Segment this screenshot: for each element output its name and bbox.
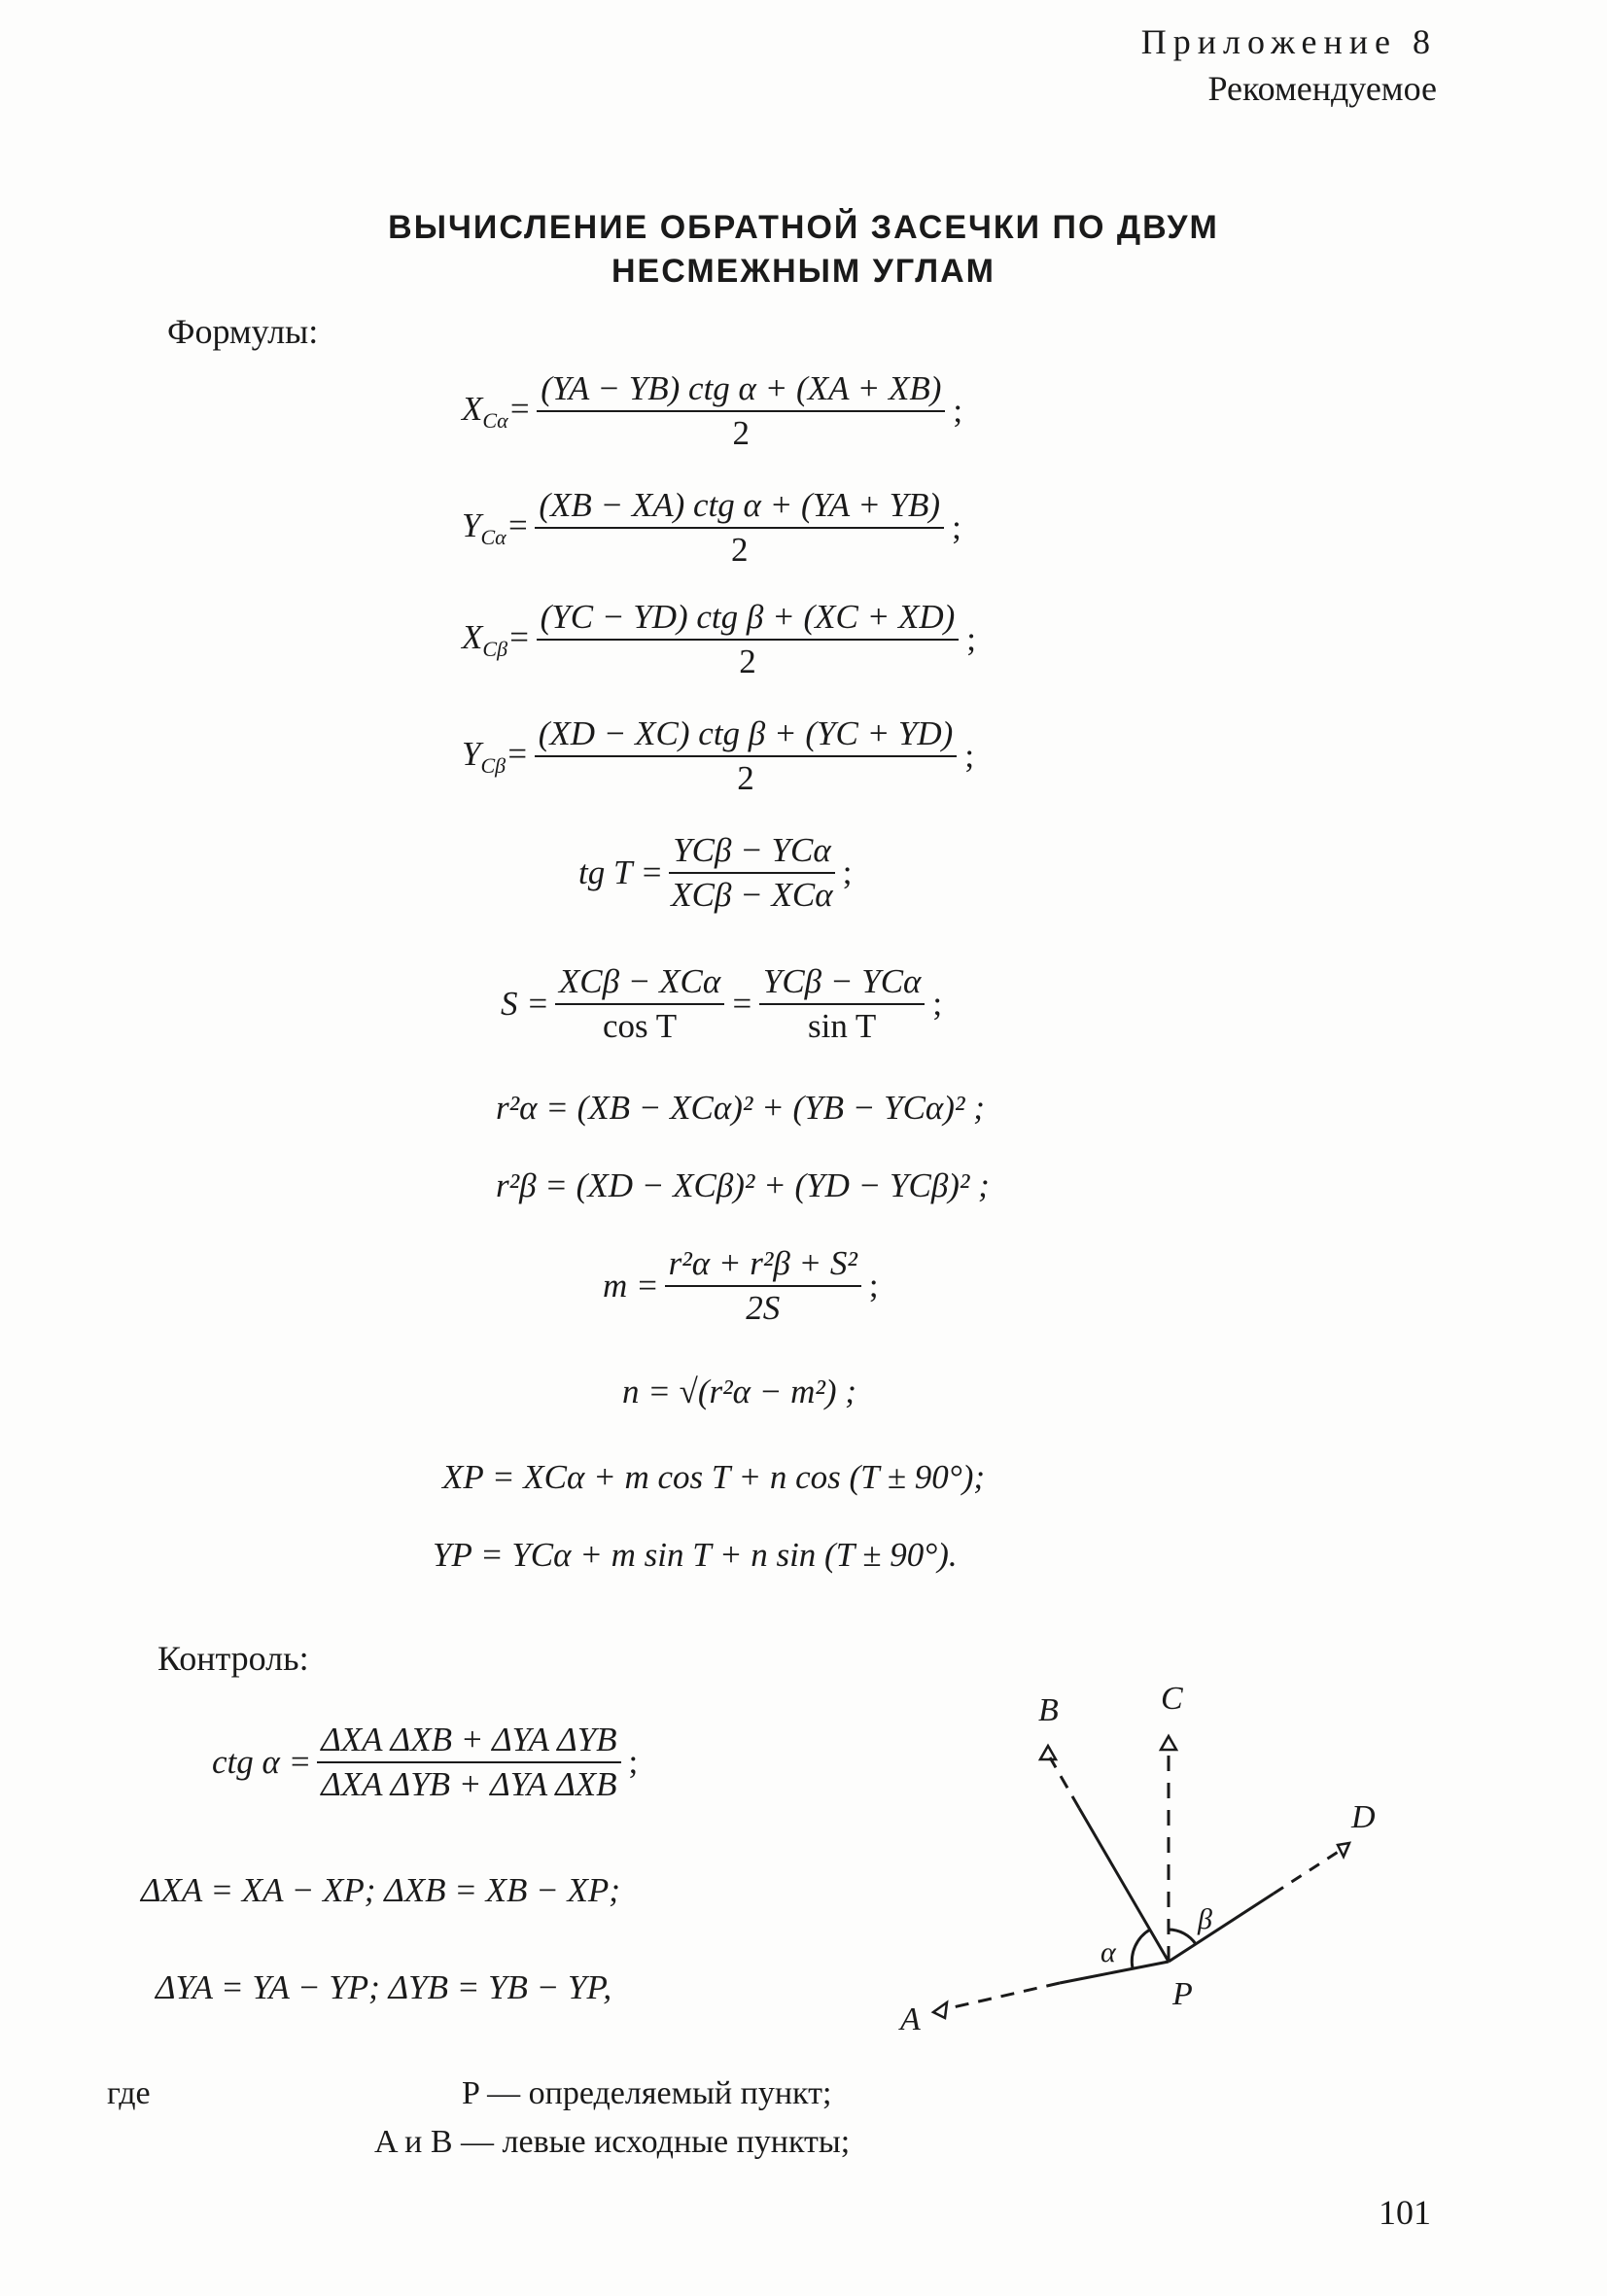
legend-line-1: P — определяемый пункт;	[462, 2075, 832, 2111]
formula-y-c-beta: $Y_{C\beta}=$ $\frac{\text{(XD − XC) ctg β + (YC + YD)}}{2}$ ;	[462, 714, 975, 797]
legend-where: где	[107, 2075, 151, 2111]
line-p-to-b-dashed	[1050, 1757, 1079, 1808]
label-b: B	[1038, 1692, 1059, 1728]
formula-y-p: YP = YCα + m sin T + n sin (T ± 90°).	[433, 1536, 958, 1574]
formula-r-beta: r²β = (XD − XCβ)² + (YD − YCβ)² ;	[496, 1166, 990, 1204]
line-p-to-b-solid	[1079, 1808, 1169, 1962]
line-p-to-a-dashed	[949, 1983, 1060, 2008]
page-number: 101	[1379, 2193, 1431, 2232]
formula-ctg-alpha: ctg α = $\frac{\text{ΔXA ΔXB + ΔYA ΔYB}}{\text{ΔXA ΔYB + ΔYA ΔXB}}$ ;	[212, 1721, 639, 1803]
formula-y-c-alpha-lhs: $Y_{C\alpha}=$	[462, 505, 530, 549]
formula-s-fraction-1: $\frac{\text{XCβ − XCα}}{\text{cos T}}$	[555, 962, 724, 1046]
label-beta: β	[1198, 1903, 1212, 1935]
formula-delta-y: ΔYA = YA − YP; ΔYB = YB − YP,	[156, 1968, 612, 2006]
formula-x-c-alpha-lhs: $X_{C\alpha}=$	[462, 389, 532, 433]
formula-s-fraction-2: $\frac{\text{YCβ − YCα}}{\text{sin T}}$	[759, 962, 926, 1046]
formula-y-c-alpha-fraction: $\frac{\text{(XB − XA) ctg α + (YA + YB)}}{2}$	[535, 486, 944, 570]
formula-ctg-alpha-fraction: $\frac{\text{ΔXA ΔXB + ΔYA ΔYB}}{\text{ΔXA ΔYB + ΔYA ΔXB}}$	[317, 1721, 620, 1804]
formula-tg-t: tg T = $\frac{\text{YCβ − YCα}}{\text{XCβ − XCα}}$ ;	[578, 831, 853, 914]
formula-x-c-beta: $X_{C\beta}=$ $\frac{\text{(YC − YD) ctg β + (XC + XD)}}{2}$ ;	[462, 598, 976, 680]
label-alpha: α	[1100, 1936, 1116, 1968]
formula-x-p: XP = XCα + m cos T + n cos (T ± 90°);	[442, 1458, 986, 1496]
formula-r-alpha: r²α = (XB − XCα)² + (YB − YCα)² ;	[496, 1089, 985, 1127]
formula-s: S = $\frac{\text{XCβ − XCα}}{\text{cos T}}$ = $\frac{\text{YCβ − YCα}}{\text{sin T}}$ ;	[501, 962, 943, 1045]
angle-arc-alpha	[1132, 1930, 1150, 1968]
formulas-label: Формулы:	[167, 312, 319, 351]
station-a-triangle	[933, 2002, 947, 2018]
formula-x-c-alpha: $X_{C\alpha}=$ $\frac{\text{(YA − YB) ctg α + (XA + XB)}}{2}$ ;	[462, 369, 963, 452]
label-c: C	[1161, 1681, 1183, 1717]
appendix-number: Приложение 8	[1140, 22, 1437, 61]
formula-x-c-beta-fraction: $\frac{\text{(YC − YD) ctg β + (XC + XD)}}{2}$	[537, 598, 960, 681]
formula-y-c-beta-fraction: $\frac{\text{(XD − XC) ctg β + (YC + YD)}}{2}$	[535, 714, 958, 798]
formula-n: n = √(r²α − m²) ;	[622, 1373, 856, 1410]
formula-delta-x: ΔXA = XA − XP; ΔXB = XB − XP;	[141, 1871, 620, 1909]
angle-arc-beta	[1169, 1930, 1196, 1944]
formula-y-c-alpha: $Y_{C\alpha}=$ $\frac{\text{(XB − XA) ctg α + (YA + YB)}}{2}$ ;	[462, 486, 961, 569]
diagram-labels	[898, 1681, 1376, 2037]
line-p-to-d-dashed	[1274, 1851, 1340, 1894]
formula-m: m = $\frac{\text{r²α + r²β + S²}}{2S}$ ;	[603, 1244, 879, 1327]
formula-m-fraction: $\frac{\text{r²α + r²β + S²}}{2S}$	[665, 1244, 861, 1328]
title-line-1: ВЫЧИСЛЕНИЕ ОБРАТНОЙ ЗАСЕЧКИ ПО ДВУМ	[388, 209, 1219, 246]
diagram-lines	[949, 1750, 1340, 2008]
station-d-triangle	[1338, 1843, 1349, 1857]
formula-tg-t-fraction: $\frac{\text{YCβ − YCα}}{\text{XCβ − XCα}}$	[669, 831, 835, 915]
diagram-station-markers	[933, 1736, 1349, 2018]
resection-diagram	[885, 1652, 1429, 2061]
appendix-status: Рекомендуемое	[1207, 69, 1437, 108]
title-line-2: НЕСМЕЖНЫМ УГЛАМ	[611, 253, 996, 290]
line-p-to-d-solid	[1169, 1894, 1274, 1962]
station-c-triangle	[1161, 1736, 1176, 1750]
label-a: A	[900, 2001, 921, 2037]
label-d: D	[1351, 1799, 1376, 1835]
legend-line-2: A и B — левые исходные пункты;	[374, 2124, 851, 2160]
station-b-triangle	[1040, 1746, 1056, 1759]
control-label: Контроль:	[157, 1639, 309, 1678]
formula-x-c-beta-lhs: $X_{C\beta}=$	[462, 617, 531, 661]
label-p: P	[1172, 1976, 1193, 2012]
formula-y-c-beta-lhs: $Y_{C\beta}=$	[462, 734, 529, 778]
formula-x-c-alpha-fraction: $\frac{\text{(YA − YB) ctg α + (XA + XB)}}{2}$	[537, 369, 945, 453]
